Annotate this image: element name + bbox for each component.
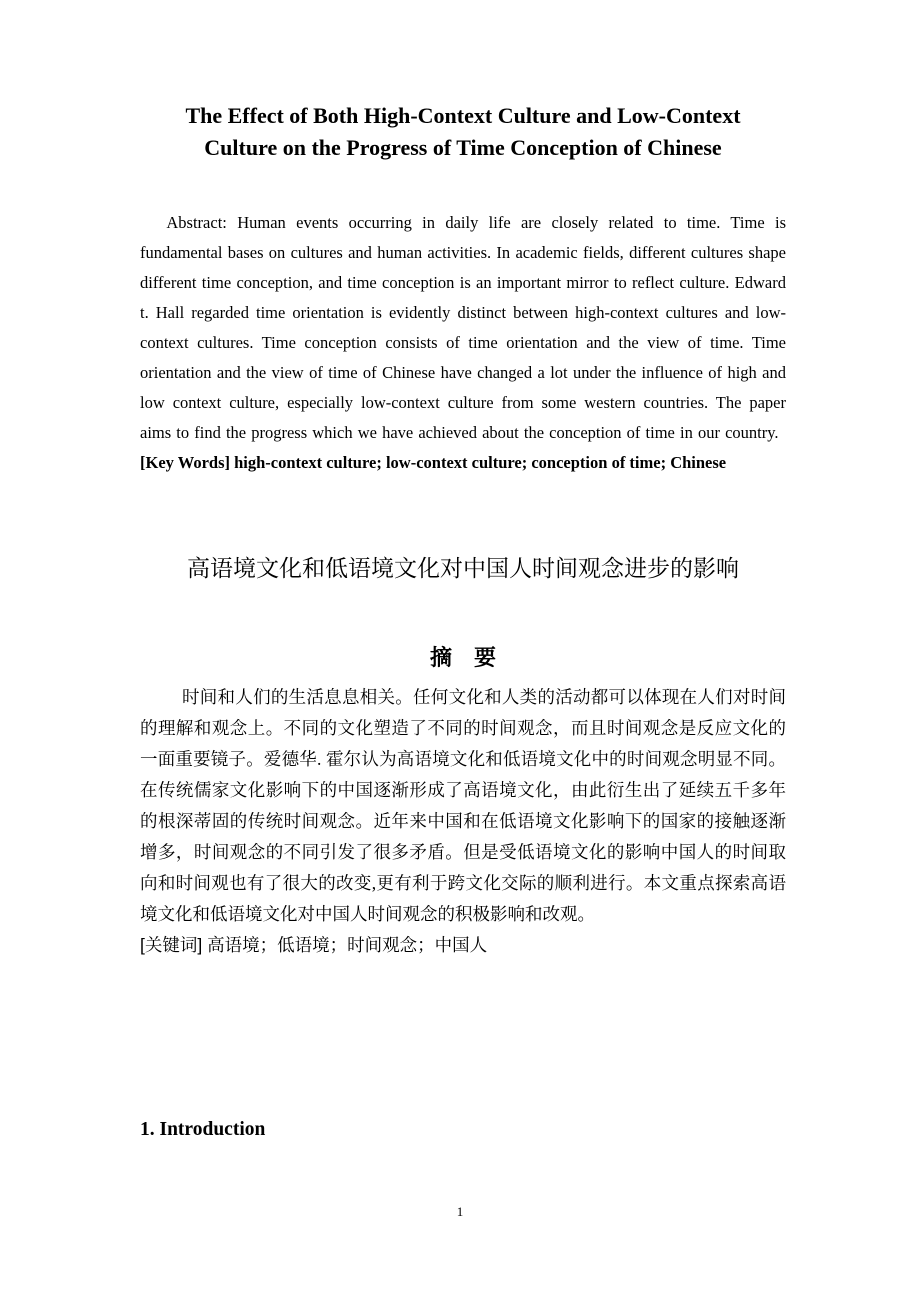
paper-title-english-line1: The Effect of Both High-Context Culture and Low-Context bbox=[185, 103, 741, 128]
keywords-english: [Key Words] high-context culture; low-context culture; conception of time; Chinese bbox=[140, 453, 727, 472]
abstract-heading-chinese: 摘 要 bbox=[429, 645, 496, 670]
paper-title-english-line2: Culture on the Progress of Time Conception of Chinese bbox=[204, 135, 722, 160]
page-number: 1 bbox=[456, 1204, 464, 1219]
section-heading-introduction: 1. Introduction bbox=[140, 1119, 266, 1140]
paper-title-chinese: 高语境文化和低语境文化对中国人时间观念进步的影响 bbox=[187, 555, 739, 581]
abstract-paragraph-chinese: 时间和人们的生活息息相关。任何文化和人类的活动都可以体现在人们对时间的理解和观念上。不同的文化塑造了不同的时间观念，而且时间观念是反应文化的一面重要镜子。爱德华. 霍尔认为高语境文化和低语境文化中的时间观念明显不同。在传统儒家文化影响下的中国逐渐形成了高语境文化，由此衍生出了延续五千多年的根深蒂固的传统时间观念。近年来中国和在低语境文化影响下的国家的接触逐渐增多，时间观念的不同引发了很多矛盾。但是受低语境文化的影响中国人的时间取向和时间观也有了很大的改变,更有利于跨文化交际的顺利进行。本文重点探索高语境文化和低语境文化对中国人时间观念的积极影响和改观。 bbox=[140, 687, 786, 924]
keywords-chinese: [关键词] 高语境；低语境；时间观念；中国人 bbox=[140, 935, 488, 955]
abstract-paragraph-english: Abstract: Human events occurring in daily life are closely related to time. Time is fundamental bases on cultures and human activities. In academic fields, different cultures shape different time conception, and time conception is an important mirror to reflect culture. Edward t. Hall regarded time orientation is evidently distinct between high-context cultures and low-context cultures. Time conception consists of time orientation and the view of time. Time orientation and the view of time of Chinese have changed a lot under the influence of high and low context culture, especially low-context culture from some western countries. The paper aims to find the progress which we have achieved about the conception of time in our country. bbox=[140, 213, 786, 442]
paper-title-english bbox=[140, 100, 786, 164]
